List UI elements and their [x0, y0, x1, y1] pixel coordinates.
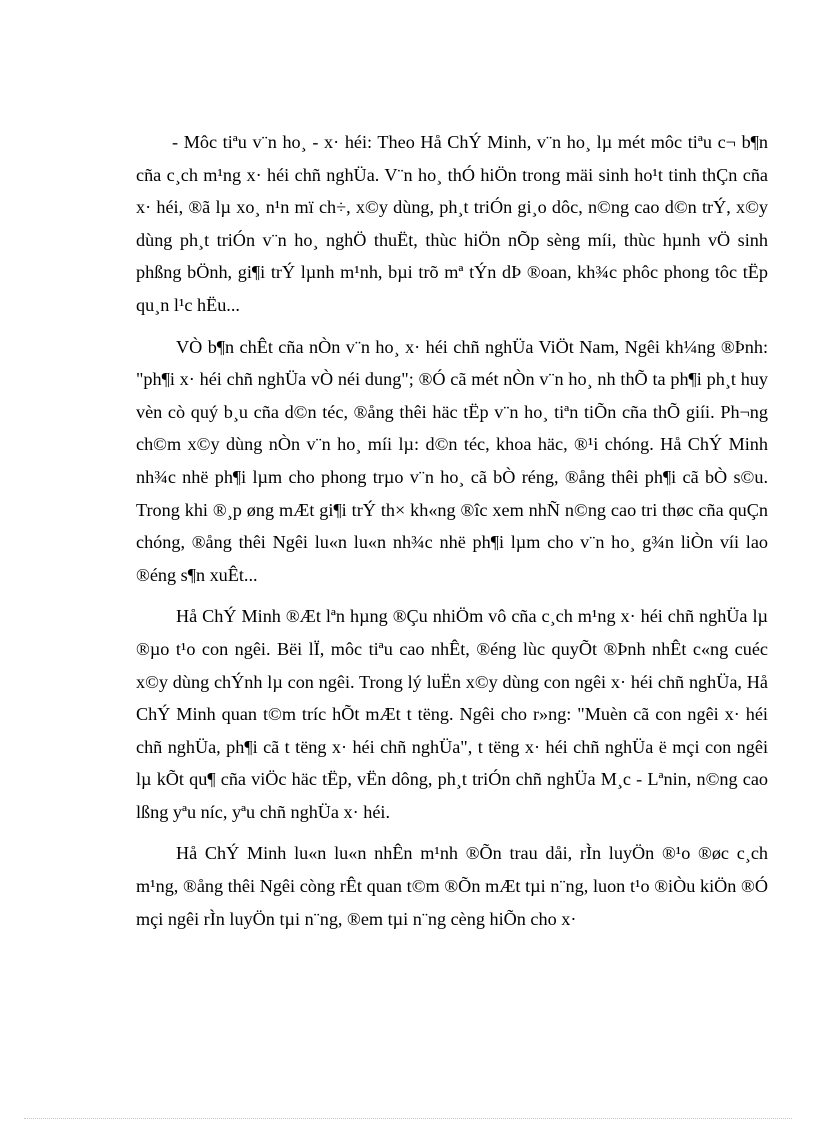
document-body — [136, 126, 768, 944]
paragraph-culture-nature: VÒ b¶n chÊt cña nÒn v¨n ho¸ x· héi chñ nghÜa ViÖt Nam, Ngêi kh¼ng ®Þnh: "ph¶i x· héi chñ nghÜa vÒ néi dung"; ®Ó cã mét nÒn v¨n ho¸ nh thÕ ta ph¶i ph¸t huy vèn cò quý b¸u cña d©n téc, ®ång thêi häc tËp v¨n ho¸ tiªn tiÕn cña thÕ giíi. Ph¬ng ch©m x©y dùng nÒn v¨n ho¸ míi lµ: d©n téc, khoa häc, ®¹i chóng. Hå ChÝ Minh nh¾c nhë ph¶i lµm cho phong trµo v¨n ho¸ cã bÒ réng, ®ång thêi ph¶i cã bÒ s©u. Trong khi ®¸p øng mÆt gi¶i trÝ th× kh«ng ®îc xem nhÑ n©ng cao tri thøc cña quÇn chóng, ®ång thêi Ngêi lu«n lu«n nh¾c nhë ph¶i lµm cho v¨n ho¸ g¾n liÒn víi lao ®éng s¶n xuÊt... — [136, 336, 768, 585]
paragraph-training-people: Hå ChÝ Minh ®Æt lªn hµng ®Çu nhiÖm vô cña c¸ch m¹ng x· héi chñ nghÜa lµ ®µo t¹o con ngêi. Bëi lÏ, môc tiªu cao nhÊt, ®éng lùc quyÕt ®Þnh nhÊt c«ng cuéc x©y dùng chÝnh lµ con ngêi. Trong lý luËn x©y dùng con ngêi x· héi chñ nghÜa, Hå ChÝ Minh quan t©m tríc hÕt mÆt t tëng. Ngêi cho r»ng: "Muèn cã con ngêi x· héi chñ nghÜa, ph¶i cã t tëng x· héi chñ nghÜa", t tëng x· héi chñ nghÜa ë mçi con ngêi lµ kÕt qu¶ cña viÖc häc tËp, vËn dông, ph¸t triÓn chñ nghÜa M¸c - Lªnin, n©ng cao lßng yªu níc, yªu chñ nghÜa x· héi. — [136, 606, 768, 822]
paragraph-cultural-goal: - Môc tiªu v¨n ho¸ - x· héi: Theo Hå ChÝ Minh, v¨n ho¸ lµ mét môc tiªu c¬ b¶n cña c¸ch m¹ng x· héi chñ nghÜa. V¨n ho¸ thÓ hiÖn trong mäi sinh ho¹t tinh thÇn cña x· héi, ®ã lµ xo¸ n¹n mï ch÷, x©y dùng, ph¸t triÓn gi¸o dôc, n©ng cao d©n trÝ, x©y dùng ph¸t triÓn v¨n ho¸ nghÖ thuËt, thùc hiÖn nÕp sèng míi, thùc hµnh vÖ sinh phßng bÖnh, gi¶i trÝ lµnh m¹nh, bµi trõ mª tÝn dÞ ®oan, kh¾c phôc phong tôc tËp qu¸n l¹c hËu... — [136, 132, 768, 315]
page-bottom-divider — [24, 1118, 792, 1119]
paragraph-moral-talent: Hå ChÝ Minh lu«n lu«n nhÊn m¹nh ®Õn trau dåi, rÌn luyÖn ®¹o ®øc c¸ch m¹ng, ®ång thêi Ngêi còng rÊt quan t©m ®Õn mÆt tµi n¨ng, luon t¹o ®iÒu kiÖn ®Ó mçi ngêi rÌn luyÖn tµi n¨ng, ®em tµi n¨ng cèng hiÕn cho x· — [136, 843, 768, 929]
